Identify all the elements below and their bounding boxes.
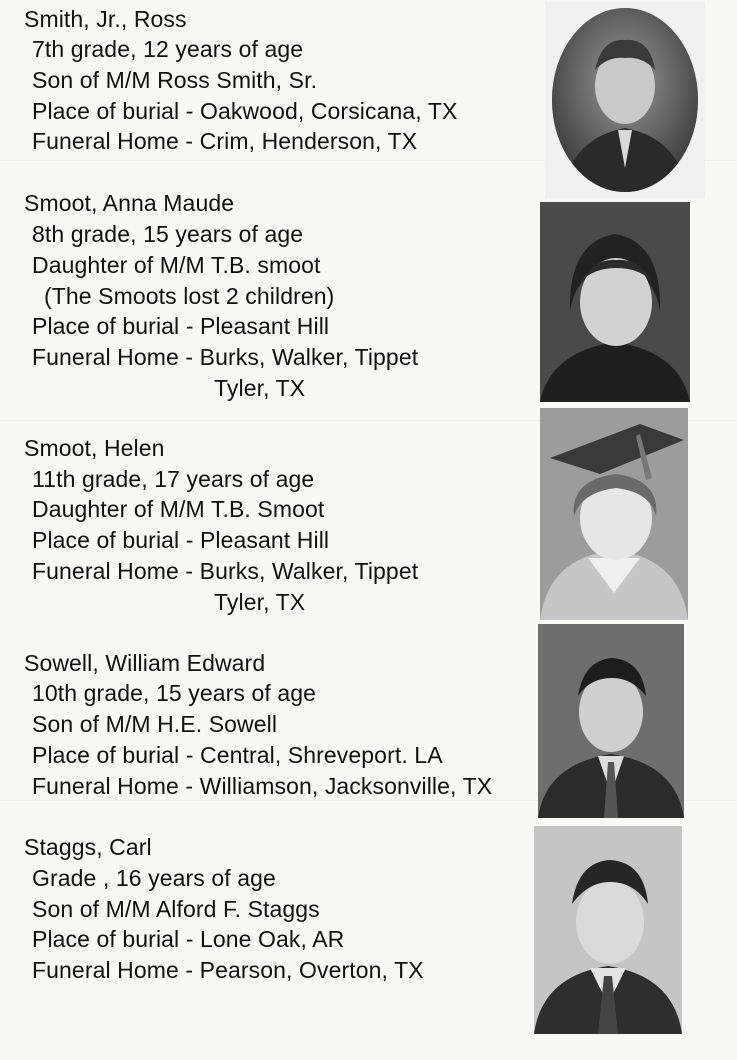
entry-grade-age: 11th grade, 17 years of age [32, 466, 315, 492]
portrait-photo [538, 624, 684, 818]
entry-burial: Place of burial - Pleasant Hill [32, 527, 330, 553]
entry-grade-age: 10th grade, 15 years of age [32, 680, 317, 706]
entry-name: Smoot, Anna Maude [24, 190, 235, 216]
entry-burial: Place of burial - Central, Shreveport. LA [32, 742, 443, 768]
entry-grade-age: Grade , 16 years of age [32, 865, 276, 891]
entry-burial: Place of burial - Lone Oak, AR [32, 926, 345, 952]
entry-funeral-home: Funeral Home - Williamson, Jacksonville, TX [32, 773, 493, 799]
entry-parents: Son of M/M Ross Smith, Sr. [32, 67, 318, 93]
portrait-photo [540, 408, 688, 620]
portrait-photo [552, 8, 698, 192]
entry-name: Sowell, William Edward [24, 650, 266, 676]
entry-parents: Daughter of M/M T.B. smoot [32, 252, 321, 278]
entry-name: Staggs, Carl [24, 834, 152, 860]
entry-funeral-home: Funeral Home - Burks, Walker, Tippet [32, 558, 419, 584]
entry-parents: Daughter of M/M T.B. Smoot [32, 496, 325, 522]
entry-funeral-home-city: Tyler, TX [214, 589, 306, 615]
entry-parents: Son of M/M H.E. Sowell [32, 711, 278, 737]
entry-note: (The Smoots lost 2 children) [44, 283, 335, 309]
entry-burial: Place of burial - Oakwood, Corsicana, TX [32, 98, 458, 124]
entry-parents: Son of M/M Alford F. Staggs [32, 896, 320, 922]
entry-funeral-home: Funeral Home - Crim, Henderson, TX [32, 128, 418, 154]
entry-grade-age: 7th grade, 12 years of age [32, 36, 304, 62]
portrait-photo [534, 826, 682, 1034]
portrait-photo [540, 202, 690, 402]
entry-funeral-home-city: Tyler, TX [214, 375, 306, 401]
entry-funeral-home: Funeral Home - Pearson, Overton, TX [32, 957, 424, 983]
entry-funeral-home: Funeral Home - Burks, Walker, Tippet [32, 344, 419, 370]
entry-grade-age: 8th grade, 15 years of age [32, 221, 304, 247]
entry-burial: Place of burial - Pleasant Hill [32, 313, 330, 339]
entry-name: Smoot, Helen [24, 435, 165, 461]
entry-name: Smith, Jr., Ross [24, 6, 187, 32]
